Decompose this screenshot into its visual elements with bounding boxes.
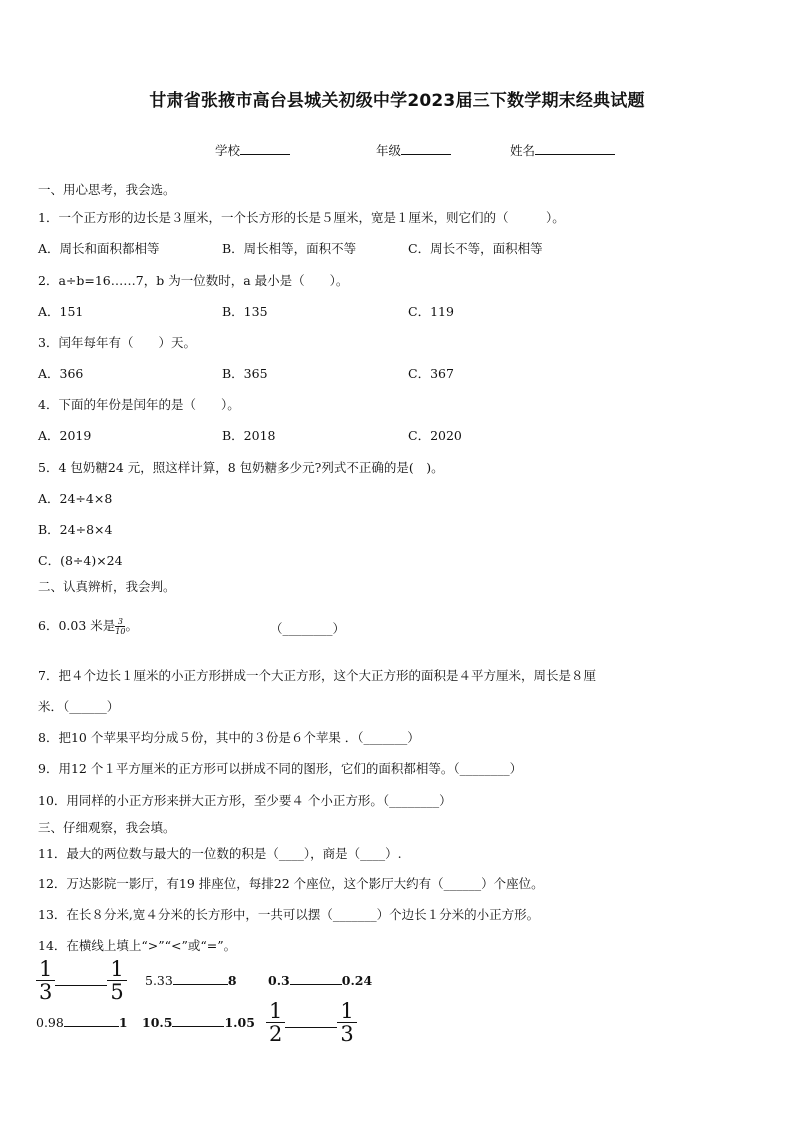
q14-compare-2 <box>145 973 237 988</box>
q14-r2-blank-1[interactable] <box>64 1016 119 1027</box>
q14-compare-6 <box>266 1000 357 1045</box>
q2-option-a[interactable]: A．151 <box>38 304 84 319</box>
question-11[interactable]: 11．最大的两位数与最大的一位数的积是（____），商是（____）. <box>38 846 402 861</box>
section-2-heading: 二、认真辨析，我会判。 <box>38 579 176 594</box>
question-2: 2．a÷b=16……7，b 为一位数时，a 最小是（ ）。 <box>38 273 349 288</box>
question-12[interactable]: 12．万达影院一影厅，有19 排座位，每排22 个座位，这个影厅大约有（______）个座位。 <box>38 876 544 891</box>
page-title: 甘肃省张掖市高台县城关初级中学2023届三下数学期末经典试题 <box>149 91 645 111</box>
grade-blank[interactable] <box>401 142 451 155</box>
grade-label: 年级 <box>376 143 402 158</box>
name-label: 姓名 <box>510 143 536 158</box>
q1-option-a[interactable]: A．周长和面积都相等 <box>38 241 160 256</box>
q14-r1-blank-1[interactable] <box>55 975 107 986</box>
question-10[interactable]: 10．用同样的小正方形来拼大正方形，至少要４ 个小正方形。（________） <box>38 793 452 808</box>
q3-option-a[interactable]: A．366 <box>38 366 84 381</box>
q14-r1-e3-right: 0.24 <box>341 973 373 988</box>
question-6 <box>38 616 138 636</box>
q14-r2-e1-right: 1 <box>118 1015 128 1030</box>
q14-compare-1 <box>36 958 127 1003</box>
school-label: 学校 <box>215 143 241 158</box>
q14-r1-frac-left <box>36 958 55 1003</box>
q14-r1-frac-right <box>107 958 126 1003</box>
question-1: 1．一个正方形的边长是３厘米，一个长方形的长是５厘米，宽是１厘米，则它们的（ ）。 <box>38 210 565 225</box>
name-field <box>510 141 615 159</box>
q3-option-b[interactable]: B．365 <box>222 366 268 381</box>
question-9[interactable]: 9．用12 个１平方厘米的正方形可以拼成不同的图形，它们的面积都相等。（________） <box>38 761 523 776</box>
q14-r2-frac-right <box>337 1000 356 1045</box>
q14-r2-blank-2[interactable] <box>172 1016 224 1027</box>
section-3-heading: 三、仔细观察，我会填。 <box>38 820 176 835</box>
q14-r2-e2-right: 1.05 <box>224 1015 255 1030</box>
q14-r1-e2-left: 5.33 <box>145 973 173 988</box>
q4-option-a[interactable]: A．2019 <box>38 428 92 443</box>
grade-field <box>376 141 451 159</box>
q5-option-a[interactable]: A．24÷4×8 <box>38 491 113 506</box>
question-4: 4．下面的年份是闰年的是（ ）。 <box>38 397 240 412</box>
q6-frac-denominator: 10 <box>115 627 126 636</box>
q1-option-c[interactable]: C．周长不等，面积相等 <box>408 241 543 256</box>
q14-r2-fr-num: 1 <box>337 1000 356 1023</box>
q14-r1-e3-left: 0.3 <box>268 973 290 988</box>
q6-suffix: 。 <box>125 618 138 633</box>
q14-compare-5 <box>142 1015 255 1030</box>
q4-option-b[interactable]: B．2018 <box>222 428 276 443</box>
question-8[interactable]: 8．把10 个苹果平均分成５份，其中的３份是６个苹果 ．（_______） <box>38 730 420 745</box>
q14-r1-fr-num: 1 <box>107 958 126 981</box>
q5-option-b[interactable]: B．24÷8×4 <box>38 522 113 537</box>
q4-option-c[interactable]: C．2020 <box>408 428 462 443</box>
q14-r2-e2-left: 10.5 <box>142 1015 173 1030</box>
q14-r2-fr-den: 3 <box>340 1022 354 1046</box>
school-blank[interactable] <box>240 142 290 155</box>
question-7-line-2[interactable]: 米．（______） <box>38 699 120 714</box>
q2-option-c[interactable]: C．119 <box>408 304 454 319</box>
question-14: 14．在横线上填上“>”“<”或“=”。 <box>38 938 237 953</box>
q14-r2-e1-left: 0.98 <box>36 1015 64 1030</box>
q14-r1-blank-2[interactable] <box>173 974 228 985</box>
q14-r2-frac-left <box>266 1000 285 1045</box>
q14-r2-fl-num: 1 <box>266 1000 285 1023</box>
q1-option-b[interactable]: B．周长相等，面积不等 <box>222 241 357 256</box>
q6-prefix: 6．0.03 米是 <box>38 618 116 633</box>
section-1-heading: 一、用心思考，我会选。 <box>38 182 176 197</box>
name-blank[interactable] <box>535 142 615 155</box>
q14-r1-fl-num: 1 <box>36 958 55 981</box>
q6-frac-numerator: 3 <box>115 617 125 627</box>
q14-r2-blank-3[interactable] <box>285 1017 337 1028</box>
q14-r1-e2-right: 8 <box>227 973 237 988</box>
q14-r1-blank-3[interactable] <box>290 974 342 985</box>
q14-r1-fl-den: 3 <box>39 980 53 1004</box>
question-5: 5．4 包奶糖24 元，照这样计算，8 包奶糖多少元?列式不正确的是( )。 <box>38 460 444 475</box>
q3-option-c[interactable]: C．367 <box>408 366 454 381</box>
q14-r2-fl-den: 2 <box>269 1022 283 1046</box>
q14-compare-4 <box>36 1015 128 1030</box>
school-field <box>215 141 290 159</box>
q5-option-c[interactable]: C．(8÷4)×24 <box>38 553 123 568</box>
q14-r1-fr-den: 5 <box>110 980 124 1004</box>
question-3: 3．闰年每年有（ ）天。 <box>38 335 196 350</box>
q6-fraction <box>115 617 125 636</box>
question-7-line-1: 7．把４个边长１厘米的小正方形拼成一个大正方形，这个大正方形的面积是４平方厘米，周长是８厘 <box>38 668 596 683</box>
q14-compare-3 <box>268 973 372 988</box>
q2-option-b[interactable]: B．135 <box>222 304 268 319</box>
question-13[interactable]: 13．在长８分米,宽４分米的长方形中，一共可以摆（_______）个边长１分米的小正方形。 <box>38 907 540 922</box>
q6-answer-blank[interactable]: （________） <box>270 621 346 636</box>
